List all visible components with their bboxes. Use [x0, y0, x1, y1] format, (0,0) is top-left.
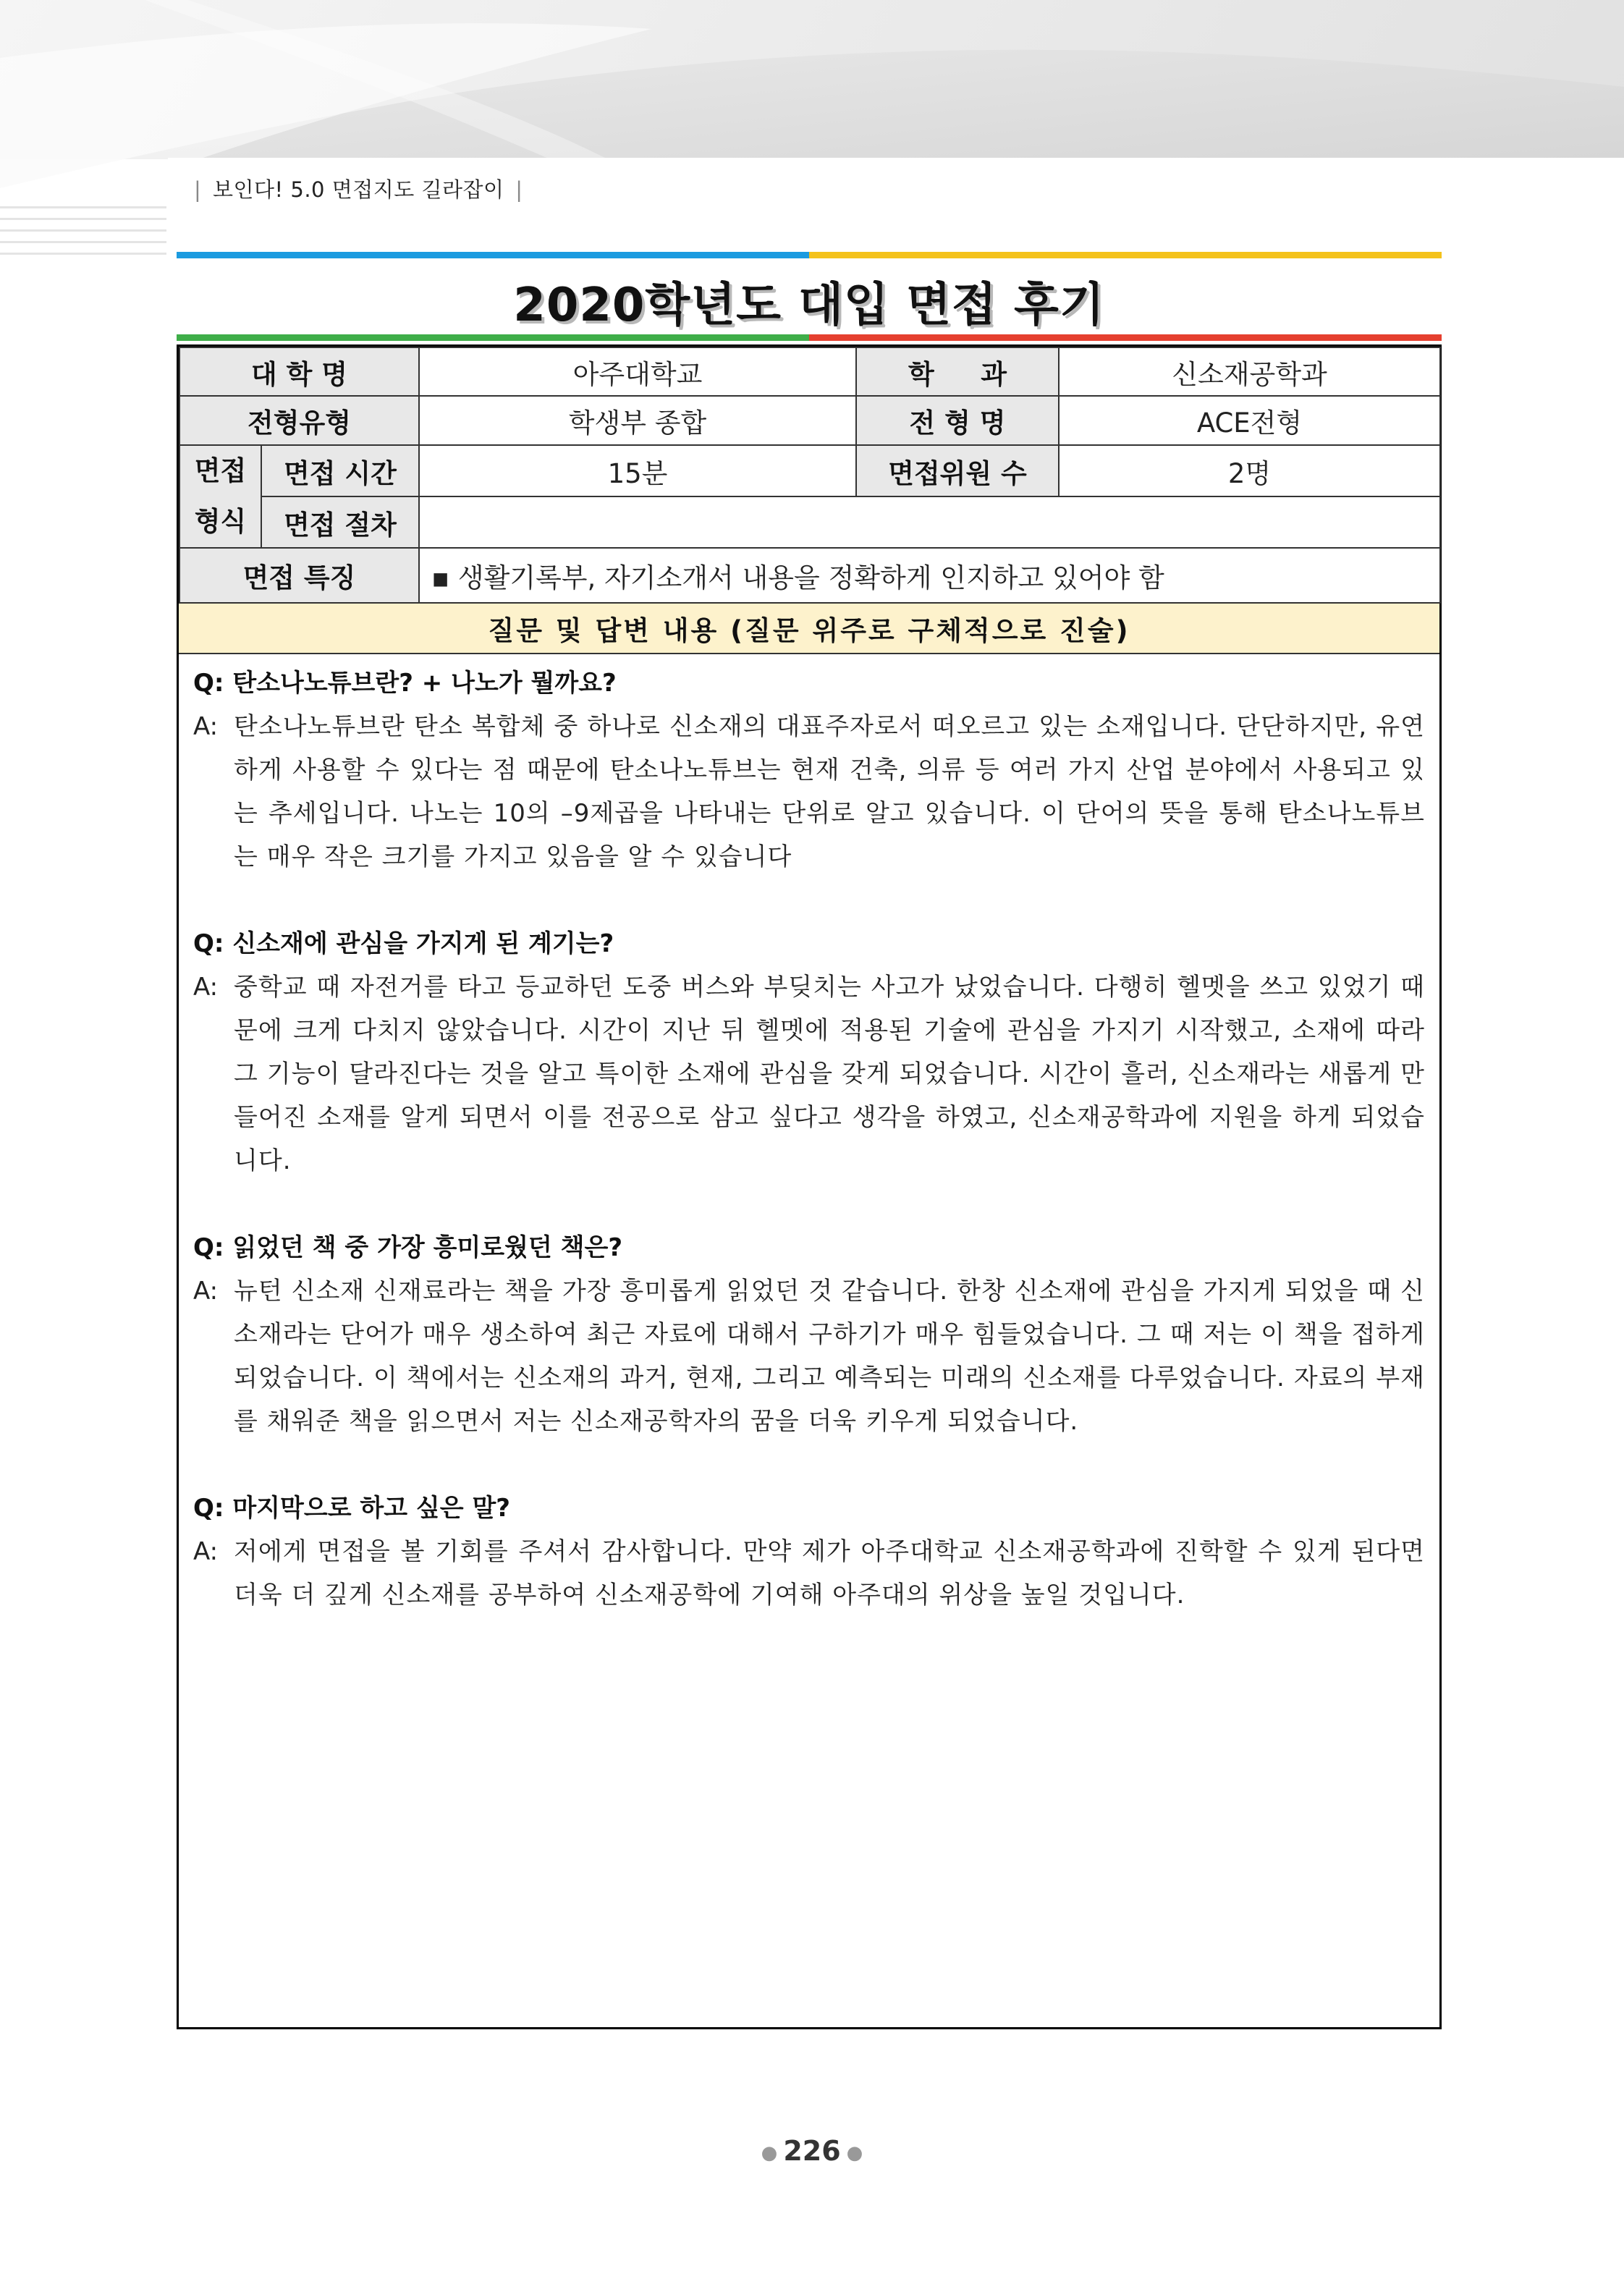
university-value: 아주대학교	[419, 347, 856, 396]
qa-section-header: 질문 및 답변 내용 (질문 위주로 구체적으로 진술)	[179, 604, 1439, 654]
admission-name-label: 전 형 명	[856, 396, 1059, 445]
header-separator-right: |	[515, 177, 523, 202]
answer-text: 뉴턴 신소재 신재료라는 책을 가장 흥미롭게 읽었던 것 같습니다. 한창 신소재에 관심을 가지게 되었을 때 신소재라는 단어가 매우 생소하여 최근 자료에 대해서 구하기가 매우 힘들었습니다. 그 때 저는 이 책을 접하게 되었습니다. 이 책에서는 신소재의 과거, 현재, 그리고 예측되는 미래의 신소재를 다루었습니다. 자료의 부재를 채워준 책을 읽으면서 저는 신소재공학자의 꿈을 더욱 키우게 되었습니다.	[234, 1277, 1425, 1436]
interview-format-label-line2: 형식	[194, 506, 247, 537]
info-table	[179, 347, 1441, 604]
info-row-features	[179, 548, 1440, 603]
interview-format-label-line1: 면접	[194, 455, 247, 486]
answer-label: A:	[193, 712, 219, 741]
top-bar-yellow	[809, 252, 1442, 258]
info-row-admission	[179, 396, 1440, 445]
info-row-interview-time	[179, 445, 1440, 496]
info-row-university	[179, 347, 1440, 396]
answer-label: A:	[193, 1277, 219, 1306]
bottom-bar-red	[809, 334, 1442, 341]
university-label: 대 학 명	[179, 347, 419, 396]
question: Q: 탄소나노튜브란? + 나노가 뭘까요?	[193, 669, 617, 698]
info-row-interview-procedure	[179, 496, 1440, 548]
admission-name-value: ACE전형	[1059, 396, 1440, 445]
answer-text: 탄소나노튜브란 탄소 복합체 중 하나로 신소재의 대표주자로서 떠오르고 있는 소재입니다. 단단하지만, 유연하게 사용할 수 있다는 점 때문에 탄소나노튜브는 현재 건축, 의류 등 여러 가지 산업 분야에서 사용되고 있는 추세입니다. 나노는 10의 –9제곱을 나타내는 단위로 알고 있습니다. 이 단어의 뜻을 통해 탄소나노튜브는 매우 작은 크기를 가지고 있음을 알 수 있습니다	[234, 712, 1425, 871]
department-value: 신소재공학과	[1059, 347, 1440, 396]
bottom-bar-green	[177, 334, 809, 341]
features-value: ▪ 생활기록부, 자기소개서 내용을 정확하게 인지하고 있어야 함	[419, 548, 1440, 603]
answer-text: 저에게 면접을 볼 기회를 주셔서 감사합니다. 만약 제가 아주대학교 신소재공학과에 진학할 수 있게 된다면 더욱 더 깊게 신소재를 공부하여 신소재공학에 기여해 아주대의 위상을 높일 것입니다.	[234, 1537, 1425, 1610]
qa-item	[193, 922, 1425, 1183]
interview-form	[177, 344, 1442, 2029]
book-title: 보인다! 5.0 면접지도 길라잡이	[213, 177, 504, 202]
answer-text: 중학교 때 자전거를 타고 등교하던 도중 버스와 부딪치는 사고가 났었습니다. 다행히 헬멧을 쓰고 있었기 때문에 크게 다치지 않았습니다. 시간이 지난 뒤 헬멧에 적용된 기술에 관심을 가지기 시작했고, 소재에 따라 그 기능이 달라진다는 것을 알고 특이한 소재에 관심을 갖게 되었습니다. 시간이 흘러, 신소재라는 새롭게 만들어진 소재를 알게 되면서 이를 전공으로 삼고 싶다고 생각을 하였고, 신소재공학과에 지원을 하게 되었습니다.	[234, 973, 1425, 1175]
header-separator-left: |	[194, 177, 202, 202]
decorative-lines	[0, 206, 166, 271]
question: Q: 읽었던 책 중 가장 흥미로웠던 책은?	[193, 1233, 623, 1262]
top-color-bar	[177, 252, 1442, 258]
page-number-dot-left: ●	[761, 2141, 778, 2164]
answer	[193, 1530, 1425, 1617]
interview-procedure-label: 면접 절차	[261, 496, 419, 548]
interviewer-count-label: 면접위원 수	[856, 445, 1059, 496]
qa-item	[193, 1487, 1425, 1617]
answer-label: A:	[193, 1537, 219, 1566]
qa-item	[193, 661, 1425, 879]
page-number	[0, 2135, 1624, 2167]
top-bar-blue	[177, 252, 809, 258]
qa-item	[193, 1226, 1425, 1443]
admission-type-label: 전형유형	[179, 396, 419, 445]
qa-list	[179, 654, 1439, 1617]
page-title: 2020학년도 대입 면접 후기	[513, 279, 1105, 332]
bottom-color-bar	[177, 334, 1442, 341]
interview-time-label: 면접 시간	[261, 445, 419, 496]
book-header	[190, 174, 528, 203]
interview-procedure-value	[419, 496, 1440, 548]
answer	[193, 965, 1425, 1183]
department-label: 학 과	[856, 347, 1059, 396]
interview-format-label	[179, 445, 261, 548]
page-number-value: 226	[783, 2135, 841, 2167]
answer	[193, 1269, 1425, 1443]
interview-time-value: 15분	[419, 445, 856, 496]
question: Q: 신소재에 관심을 가지게 된 계기는?	[193, 929, 614, 958]
features-label: 면접 특징	[179, 548, 419, 603]
interviewer-count-value: 2명	[1059, 445, 1440, 496]
question: Q: 마지막으로 하고 싶은 말?	[193, 1494, 511, 1523]
admission-type-value: 학생부 종합	[419, 396, 856, 445]
answer	[193, 705, 1425, 879]
answer-label: A:	[193, 973, 219, 1002]
page-number-dot-right: ●	[846, 2141, 863, 2164]
